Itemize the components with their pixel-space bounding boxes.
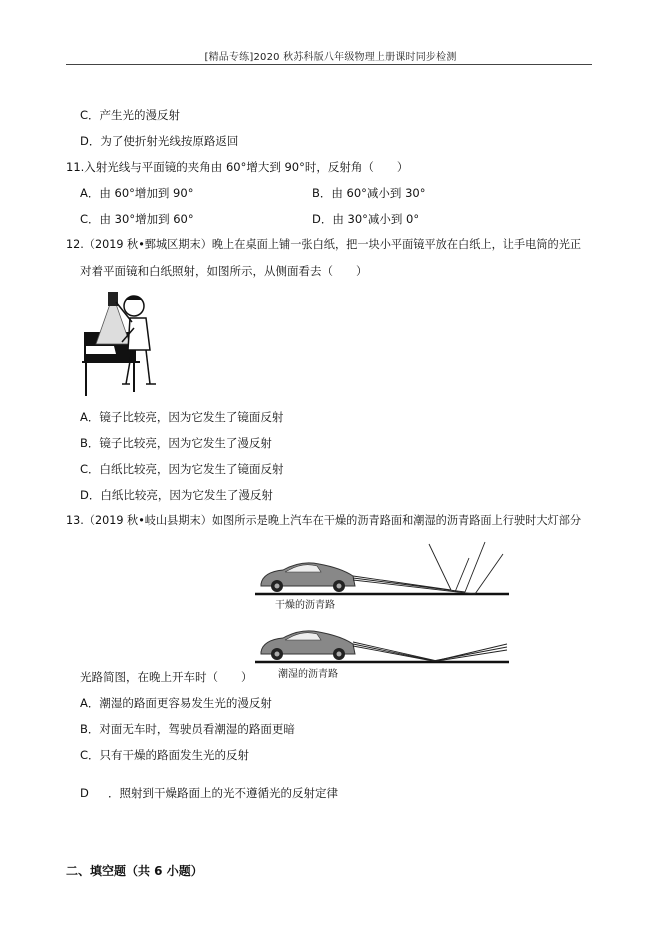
q13-option-d-letter: D (80, 786, 89, 800)
q11-option-a: A．由 60°增加到 90° (80, 186, 194, 200)
mirror-shape (86, 346, 116, 354)
q13-label-dry-road: 干燥的沥青路 (275, 600, 335, 611)
q12-option-a: A．镜子比较亮，因为它发生了镜面反射 (80, 410, 284, 424)
header-rule (66, 64, 592, 65)
dry-road-car (261, 563, 355, 592)
q13-label-wet-road: 潮湿的沥青路 (278, 669, 338, 680)
q13-option-b: B．对面无车时，驾驶员看潮湿的路面更暗 (80, 722, 295, 736)
q13-stem-line1: 13.（2019 秋•岐山县期末）如图所示是晚上汽车在干燥的沥青路面和潮湿的沥青路面上行驶时大灯部分 (66, 514, 582, 527)
page-header: [精品专练]2020 秋苏科版八年级物理上册课时同步检测 (204, 52, 457, 63)
q11-option-c: C．由 30°增加到 60° (80, 212, 194, 226)
q10-option-d: D．为了使折射光线按原路返回 (80, 134, 239, 148)
q12-option-d: D．白纸比较亮，因为它发生了漫反射 (80, 488, 273, 502)
q12-stem-line2: 对着平面镜和白纸照射，如图所示，从侧面看去（ ） (80, 264, 368, 278)
q11-option-d: D．由 30°减小到 0° (312, 212, 420, 226)
q10-option-c: C．产生光的漫反射 (80, 108, 181, 122)
q13-option-a: A．潮湿的路面更容易发生光的漫反射 (80, 696, 272, 710)
q12-option-b: B．镜子比较亮，因为它发生了漫反射 (80, 436, 272, 450)
q13-stem-line2: 光路简图，在晚上开车时（ ） (80, 670, 253, 684)
section-2-title: 二、填空题（共 6 小题） (66, 864, 203, 878)
q13-figure-car-headlights (255, 540, 511, 688)
q13-option-c: C．只有干燥的路面发生光的反射 (80, 748, 250, 762)
q12-stem-line1: 12.（2019 秋•鄄城区期末）晚上在桌面上铺一张白纸，把一块小平面镜平放在白纸上，让手电筒的光正 (66, 238, 582, 251)
q11-stem: 11.入射光线与平面镜的夹角由 60°增大到 90°时，反射角（ ） (66, 160, 409, 174)
q13-option-d-text: ．照射到干燥路面上的光不遵循光的反射定律 (108, 786, 338, 800)
wet-road-car (261, 631, 355, 660)
q11-option-b: B．由 60°减小到 30° (312, 186, 426, 200)
q12-figure-flashlight-mirror (80, 288, 180, 396)
q12-option-c: C．白纸比较亮，因为它发生了镜面反射 (80, 462, 284, 476)
